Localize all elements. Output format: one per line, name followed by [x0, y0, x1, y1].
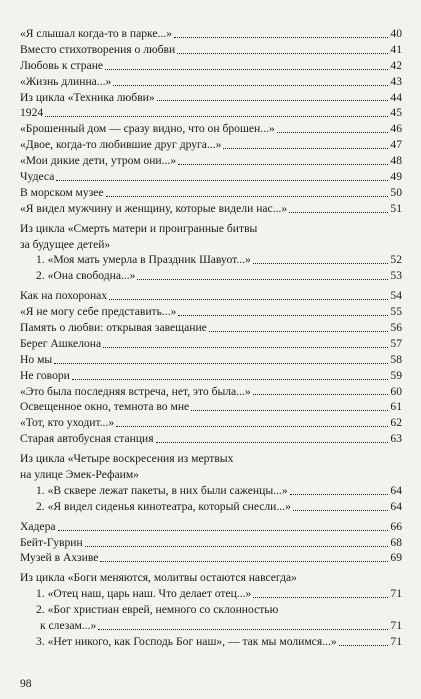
toc-entry [20, 42, 402, 58]
toc-entry-page: 68 [390, 535, 402, 549]
toc-entry-title: 1. «В сквере лежат пакеты, в них были саженцы...» [36, 483, 288, 497]
toc-cycle-heading: на улице Эмек-Рефаим» [20, 468, 139, 482]
toc-entry-page: 71 [390, 619, 402, 633]
toc-entry-page: 43 [390, 74, 402, 88]
page-number: 98 [20, 677, 32, 690]
toc-entry-title: 1. «Моя мать умерла в Праздник Шавуот...» [36, 253, 251, 267]
toc-entry-title: Бейт-Гуврин [20, 535, 83, 549]
toc-entry-page: 59 [390, 368, 402, 382]
toc-entry-page: 64 [390, 499, 402, 513]
toc-entry-title: Не говори [20, 368, 70, 382]
toc-entry-page: 42 [390, 58, 402, 72]
toc-entry-page: 40 [390, 26, 402, 40]
toc-entry-page: 46 [390, 122, 402, 136]
toc-entry [20, 368, 402, 384]
toc-entry [20, 634, 402, 650]
toc-entry [20, 105, 402, 121]
toc-entry-title: 3. «Нет никого, как Господь Бог наш», — так мы молимся...» [36, 634, 337, 648]
toc-entry-page: 48 [390, 154, 402, 168]
toc-entry-title: Берег Ашкелона [20, 336, 102, 350]
dot-leader [113, 85, 388, 86]
toc-entry-page: 62 [390, 416, 402, 430]
dot-leader [105, 69, 388, 70]
toc-cycle-heading: Из цикла «Смерть матери и проигранные битвы [20, 221, 258, 235]
toc-entry-title: «Двое, когда-то любившие друг друга...» [20, 138, 222, 152]
toc-entry-title: «Это была последняя встреча, нет, это была...» [20, 384, 251, 398]
toc-entry-page: 71 [390, 634, 402, 648]
toc-entry [20, 74, 402, 90]
toc-entry-title: Вместо стихотворения о любви [20, 42, 176, 56]
toc-entry-page: 54 [390, 289, 402, 303]
dot-leader [209, 331, 388, 332]
toc-entry-title: «Я не могу себе представить...» [20, 305, 177, 319]
toc-entry-page: 47 [390, 138, 402, 152]
toc-entry-title: Хадера [20, 519, 56, 533]
toc-entry [20, 535, 402, 551]
toc-entry-page: 49 [390, 170, 402, 183]
dot-leader [106, 196, 388, 197]
toc-entry [20, 431, 402, 447]
dot-leader [178, 315, 388, 316]
toc-entry-title: Чудеса [20, 170, 55, 183]
toc-entry-title: Музей в Ахзиве [20, 551, 99, 565]
toc-entry [20, 499, 402, 515]
dot-leader [277, 132, 388, 133]
dot-leader [253, 263, 388, 264]
toc-entry [20, 551, 402, 567]
dot-leader [56, 180, 388, 181]
toc-entry [20, 288, 402, 304]
toc-entry [20, 336, 402, 352]
toc-entry [20, 153, 402, 169]
table-of-contents [20, 26, 402, 650]
toc-entry-title: В морском музее [20, 185, 104, 199]
dot-leader [58, 530, 388, 531]
dot-leader [178, 164, 388, 165]
toc-entry [20, 185, 402, 201]
dot-leader [253, 597, 388, 598]
toc-entry-page: 52 [390, 253, 402, 267]
toc-entry-page: 41 [390, 42, 402, 56]
toc-entry-title: Но мы [20, 352, 53, 366]
toc-entry [20, 415, 402, 431]
toc-cycle-heading: 2. «Бог христиан еврей, немного со склонностью [36, 603, 279, 617]
toc-entry-title: Любовь к стране [20, 58, 104, 72]
dot-leader [293, 510, 388, 511]
toc-entry [20, 586, 402, 602]
dot-leader [98, 629, 388, 630]
toc-entry [20, 618, 402, 634]
toc-cycle-heading: за будущее детей» [20, 237, 111, 251]
toc-entry [20, 320, 402, 336]
toc-entry-title: «Тот, кто уходит...» [20, 416, 115, 430]
toc-entry [20, 26, 402, 42]
toc-entry-title: 1. «Отец наш, царь наш. Что делает отец...» [36, 587, 252, 601]
toc-entry [20, 121, 402, 137]
toc-entry-title: Память о любви: открывая завещание [20, 321, 207, 335]
toc-entry [20, 90, 402, 106]
dot-leader [253, 394, 388, 395]
toc-entry-page: 51 [390, 201, 402, 215]
dot-leader [85, 546, 388, 547]
toc-entry [20, 519, 402, 535]
toc-entry-title: «Мои дикие дети, утром они...» [20, 154, 177, 168]
toc-entry [20, 58, 402, 74]
toc-entry-title: 2. «Она свободна...» [36, 269, 136, 283]
toc-entry-title: 2. «Я видел сиденья кинотеатра, который снесли...» [36, 499, 291, 513]
toc-entry-title: Как на похоронах [20, 289, 108, 303]
toc-entry-title: «Брошенный дом — сразу видно, что он брошен...» [20, 122, 275, 136]
toc-entry-page: 71 [390, 587, 402, 601]
dot-leader [157, 100, 388, 101]
dot-leader [339, 645, 388, 646]
toc-entry-title: Старая автобусная станция [20, 432, 154, 446]
toc-cycle-heading: Из цикла «Четыре воскресения из мертвых [20, 452, 234, 466]
toc-entry-page: 63 [390, 432, 402, 446]
dot-leader [223, 148, 388, 149]
dot-leader [191, 410, 388, 411]
toc-entry [20, 384, 402, 400]
toc-entry [20, 201, 402, 217]
toc-cycle-heading: Из цикла «Боги меняются, молитвы остаются навсегда» [20, 571, 297, 585]
dot-leader [116, 426, 388, 427]
dot-leader [290, 494, 388, 495]
toc-entry-page: 69 [390, 551, 402, 565]
toc-entry-title: к слезам...» [40, 619, 97, 633]
toc-entry [20, 252, 402, 268]
dot-leader [174, 37, 388, 38]
toc-entry [20, 169, 402, 185]
dot-leader [100, 561, 388, 562]
toc-entry-page: 64 [390, 483, 402, 497]
toc-entry-page: 61 [390, 400, 402, 414]
toc-entry-page: 56 [390, 321, 402, 335]
dot-leader [54, 363, 388, 364]
dot-leader [109, 299, 388, 300]
toc-entry-page: 50 [390, 185, 402, 199]
toc-entry-page: 58 [390, 352, 402, 366]
toc-entry-page: 44 [390, 90, 402, 104]
toc-entry-title: Из цикла «Техника любви» [20, 90, 155, 104]
toc-entry [20, 137, 402, 153]
dot-leader [72, 379, 388, 380]
toc-entry-title: 1924 [20, 106, 44, 120]
toc-entry-title: «Я слышал когда-то в парке...» [20, 26, 173, 40]
toc-entry [20, 268, 402, 284]
toc-entry-page: 60 [390, 384, 402, 398]
toc-entry [20, 399, 402, 415]
dot-leader [177, 53, 388, 54]
dot-leader [156, 442, 388, 443]
toc-entry-page: 53 [390, 269, 402, 283]
toc-entry-title: «Я видел мужчину и женщину, которые видели нас...» [20, 201, 288, 215]
toc-entry-page: 55 [390, 305, 402, 319]
dot-leader [137, 279, 388, 280]
toc-entry [20, 352, 402, 368]
toc-entry [20, 304, 402, 320]
toc-entry-title: «Жизнь длинна...» [20, 74, 112, 88]
dot-leader [289, 212, 388, 213]
toc-entry-page: 66 [390, 519, 402, 533]
dot-leader [103, 347, 388, 348]
toc-entry-page: 57 [390, 336, 402, 350]
dot-leader [45, 116, 388, 117]
toc-entry-page: 45 [390, 106, 402, 120]
toc-entry [20, 483, 402, 499]
toc-entry-title: Освещенное окно, темнота во мне [20, 400, 190, 414]
